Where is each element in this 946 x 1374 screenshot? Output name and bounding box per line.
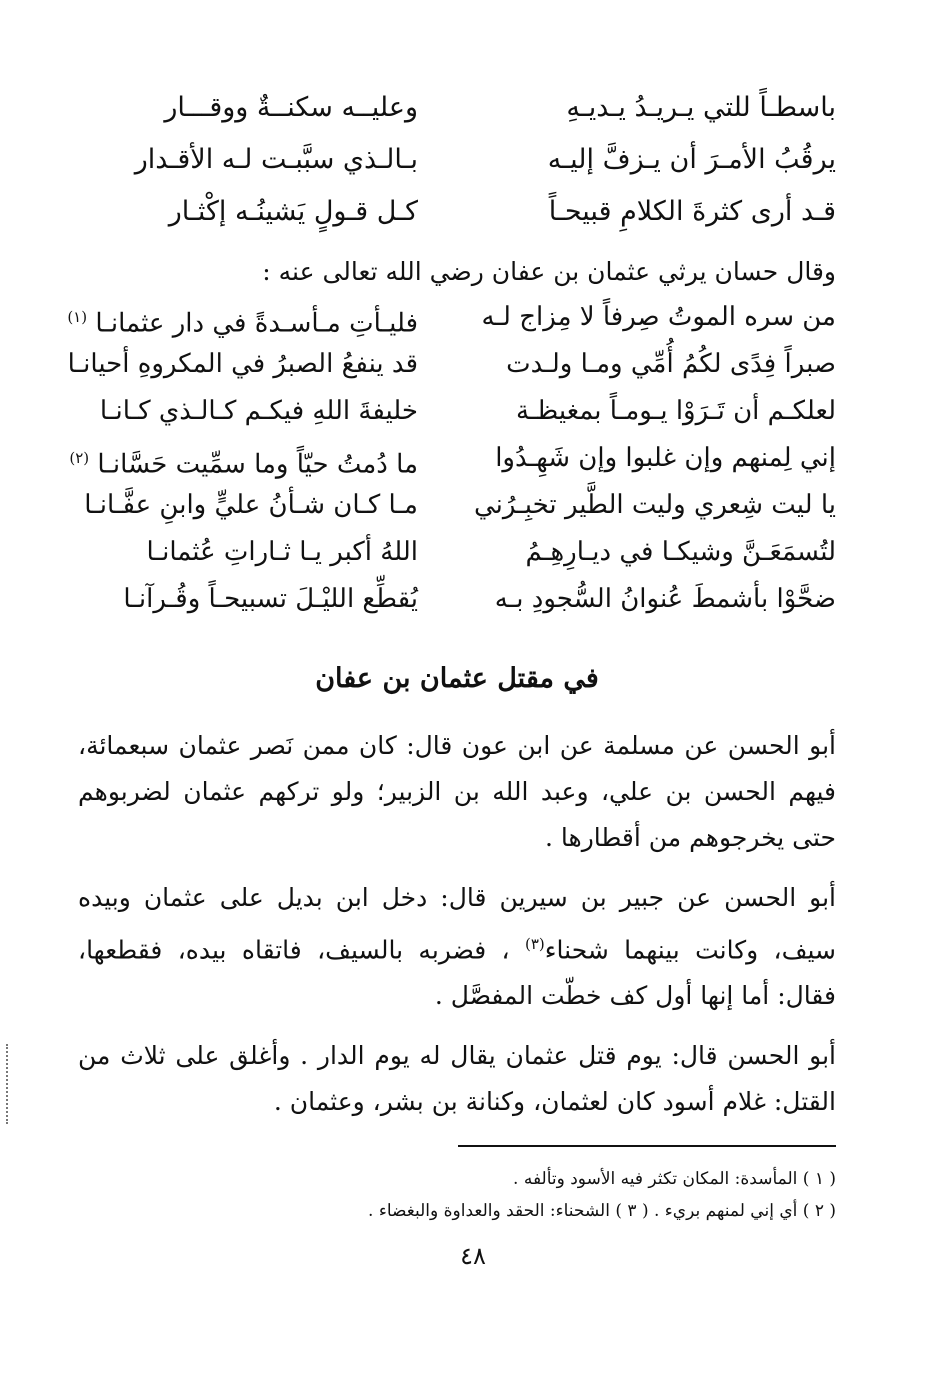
section-heading: في مقتل عثمان بن عفان [315, 663, 599, 694]
footnote: ( ١ ) المأسدة: المكان تكثر فيه الأسود وتألفه . [513, 1169, 836, 1190]
footnote-marker: (٢) [69, 449, 90, 467]
body-paragraph [78, 723, 836, 861]
verse-line [78, 186, 836, 238]
verse-line [78, 529, 836, 576]
poem-elegy [67, 294, 836, 623]
verse-second-hemistich: بـالـذي سبَّبـت لـه الأقـدار [134, 144, 418, 175]
verse-line [78, 482, 836, 529]
poem-top [78, 82, 836, 238]
verse-line [67, 294, 836, 341]
verse-first-hemistich: يرقُبُ الأمـرَ أن يـزفَّ إليـه [547, 144, 836, 175]
verse-first-hemistich: لعلكـم أن تَـرَوْا يـومـاً بمغيظـة [516, 396, 836, 426]
verse-second-hemistich: اللهُ أكبر يـا ثـاراتِ عُثمانـا [146, 537, 418, 567]
footnote-separator [458, 1145, 836, 1147]
verse-first-hemistich: يا ليت شِعري وليت الطَّير تخبِـرُني [473, 490, 836, 520]
poem-intro: وقال حسان يرثي عثمان بن عفان رضي الله تعالى عنه : [262, 257, 836, 286]
verse-second-hemistich [69, 435, 438, 482]
verse-line [67, 341, 836, 388]
verse-second-hemistich: يُقطِّع الليْـلَ تسبيحـاً وقُـرآنـا [123, 584, 418, 614]
paragraph-text-continued: ، فضربه بالسيف، فاتقاه بيده، فقطعها، فقال: أما إنها أول كف خطّت المفصَّل . [78, 935, 836, 1011]
verse-second-hemistich: مـا كـان شـأنُ عليٍّ وابنِ عفَّـانـا [84, 490, 418, 520]
verse-first-hemistich: ضحَّوْا بأشمطَ عُنوانُ السُّجودِ بـه [494, 584, 836, 614]
verse-first-hemistich: لتُسمَعَـنَّ وشيكـا في ديـارِهِـمُ [525, 537, 836, 567]
verse-line [78, 388, 836, 435]
verse-first-hemistich: صبراً فِدًى لكُمُ أُمِّي ومـا ولـدت [506, 349, 836, 379]
body-paragraph [78, 1033, 836, 1125]
footnote: ( ٢ ) أي إني لمنهم بريء . ( ٣ ) الشحناء: الحقد والعداوة والبغضاء . [368, 1201, 836, 1222]
verse-second-hemistich: كـل قـولٍ يَشينُـه إكْثـار [168, 196, 418, 227]
verse-line [78, 82, 836, 134]
page-number: ٤٨ [460, 1242, 486, 1270]
body-paragraph [78, 875, 836, 1019]
verse-second-hemistich: قد ينفعُ الصبرُ في المكروهِ أحيانـا [67, 349, 418, 379]
verse-text: فليـأتِ مـأسـدةً في دار عثمانـا [95, 308, 418, 339]
verse-first-hemistich: باسطـاً للتي يـريـدُ يـديـهِ [566, 92, 836, 123]
paragraph-text: أبو الحسن عن جبير بن سيرين قال: دخل ابن بديل على عثمان وبيده سيف، وكانت بينهما شحناء [78, 883, 836, 965]
verse-second-hemistich [67, 294, 438, 341]
verse-second-hemistich: وعليــه سكنــةٌ ووقـــار [164, 92, 418, 123]
footnote-marker: (٣) [525, 935, 545, 953]
verse-line [78, 134, 836, 186]
footnote-marker: (١) [67, 308, 88, 326]
verse-first-hemistich: قـد أرى كثرةَ الكلامِ قبيحـاً [548, 196, 836, 227]
verse-line [69, 435, 836, 482]
paragraph-text: أبو الحسن عن مسلمة عن ابن عون قال: كان ممن نَصر عثمان سبعمائة، فيهم الحسن بن علي، وعبد الله بن الزبير؛ ولو تركهم عثمان لضربوهم حتى يخرجوهم من أقطارها . [78, 731, 836, 852]
book-page [67, 82, 836, 1227]
verse-second-hemistich: خليفةَ اللهِ فيكـم كـالـذي كـانـا [99, 396, 418, 426]
verse-first-hemistich: إني لِمنهم وإن غلبوا وإن شَهِـدُوا [495, 443, 836, 473]
scan-margin-dots [6, 1044, 12, 1124]
verse-text: ما دُمتُ حيّاً وما سمِّيت حَسَّانـا [97, 449, 418, 480]
paragraph-text: أبو الحسن قال: يوم قتل عثمان يقال له يوم الدار . وأغلق على ثلاث من القتل: غلام أسود كان لعثمان، وكنانة بن بشر، وعثمان . [78, 1041, 836, 1117]
verse-line [78, 576, 836, 623]
verse-first-hemistich: من سره الموتُ صِرفاً لا مِزاج لـه [481, 302, 836, 332]
